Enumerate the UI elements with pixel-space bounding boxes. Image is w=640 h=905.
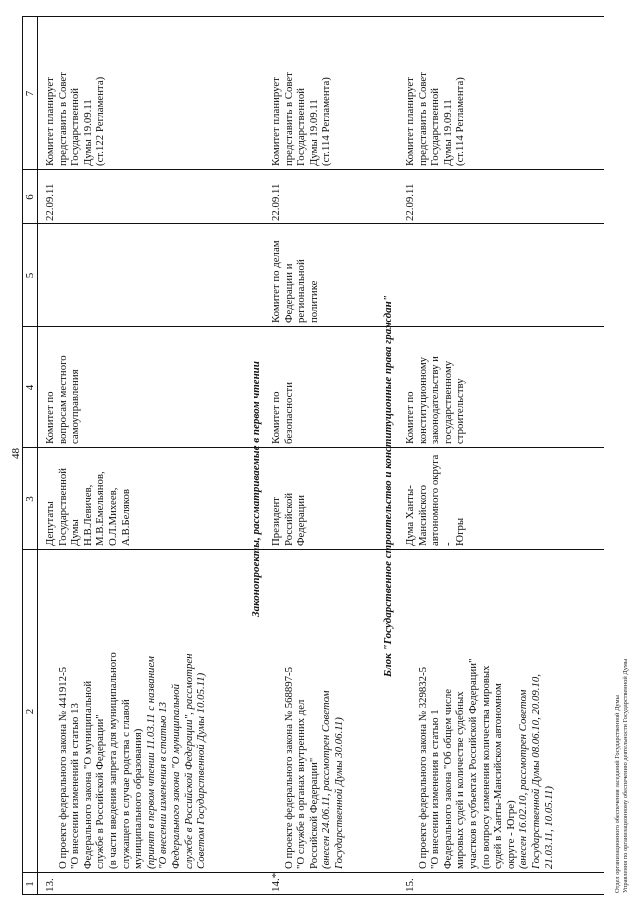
block-heading: Блок "Государственное строительство и конституционные права граждан" xyxy=(382,295,394,677)
row-number: 15. xyxy=(404,878,416,892)
column-divider-1 xyxy=(22,872,604,873)
review-date: 22.09.11 xyxy=(270,183,282,221)
column-divider-3 xyxy=(22,447,604,448)
bill-initiator: Депутаты Государственной Думы Н.В.Левичев, М.В.Емельянов, О.Л.Михеев, А.В.Беляков xyxy=(44,467,132,546)
row-number: 14.* xyxy=(270,872,282,892)
status-note: Комитет планирует представить в Совет Государственной Думы 19.09.11 (ст.114 Регламента) xyxy=(270,72,333,166)
responsible-committee: Комитет по вопросам местного самоуправления xyxy=(44,355,82,444)
bill-text: О проекте федерального закона № 568897-5 "О службе в органах внутренних дел Российской Федерации" xyxy=(282,666,320,869)
bill-text: О проекте федерального закона № 329832-5 "О внесении изменения в статью 1 Федерального закона "Об общем числе мировых судей и количестве судебных участков в субъектах Российской Федерации" (по вопросу изменения количества мировых судей в Ханты-Мансийском автономном округе - Югре) xyxy=(416,658,517,869)
column-header-3: 3 xyxy=(24,496,36,502)
bill-text: О проекте федерального закона № 441912-5 "О внесении изменений в статью 13 Федерального закона "О муниципальной службе в Российской Федерации" (в части введения запрета для муниципального служащего в случае родства с главой муниципального образования) xyxy=(56,652,145,869)
column-divider-4 xyxy=(22,326,604,327)
footer-department: Отдел организационного обеспечения заседаний Государственной Думы xyxy=(614,695,621,893)
column-header-6: 6 xyxy=(24,194,36,200)
bill-note: (принят в первом чтении 11.03.11 с названием "О внесении изменения в статью 13 Федерального закона "О муниципальной службе в Российской Федерации", рассмотрен Советом Государственной Думы 10.05.11) xyxy=(144,653,208,869)
column-header-5: 5 xyxy=(24,272,36,279)
bill-description xyxy=(404,551,555,869)
bill-description xyxy=(44,551,208,869)
row-number: 13. xyxy=(44,878,56,892)
column-header-2: 2 xyxy=(24,708,36,715)
status-note: Комитет планирует представить в Совет Государственной Думы 19.09.11 (ст.122 Регламента) xyxy=(44,72,107,166)
responsible-committee: Комитет по конституционному законодательству и государственному строительству xyxy=(404,356,467,444)
bill-initiator: Дума Ханты- Мансийского автономного округа - Югры xyxy=(404,454,467,546)
bill-note: (внесен 24.06.11, рассмотрен Советом Государственной Думы 30.06.11) xyxy=(320,690,345,869)
review-date: 22.09.11 xyxy=(404,183,416,221)
column-header-1: 1 xyxy=(24,881,36,887)
column-divider-5 xyxy=(22,223,604,224)
status-note: Комитет планирует представить в Совет Государственной Думы 19.09.11 (ст.114 Регламента) xyxy=(404,72,467,166)
column-divider-6 xyxy=(22,169,604,170)
bill-initiator: Президент Российской Федерации xyxy=(270,492,308,546)
bill-description xyxy=(270,551,346,869)
page-number: 48 xyxy=(10,448,22,459)
co-executor-committee: Комитет по делам Федерации и региональной политике xyxy=(270,240,320,323)
table-left-border xyxy=(22,894,604,895)
bill-note: (внесен 16.02.10, рассмотрен Советом Государственной Думы 08.06.10, 20.09.10, 21.03.11, 10.05.11) xyxy=(517,674,555,869)
table-right-border xyxy=(22,16,604,17)
column-header-7: 7 xyxy=(24,90,36,97)
column-divider-2 xyxy=(22,549,604,550)
review-date: 22.09.11 xyxy=(44,183,56,221)
column-header-4: 4 xyxy=(24,384,36,391)
section-heading-first-reading: Законопроекты, рассматриваемые в первом чтении xyxy=(250,361,262,617)
responsible-committee: Комитет по безопасности xyxy=(270,382,295,444)
footer-directorate: Управления по организационному обеспечению деятельности Государственной Думы xyxy=(622,658,629,893)
